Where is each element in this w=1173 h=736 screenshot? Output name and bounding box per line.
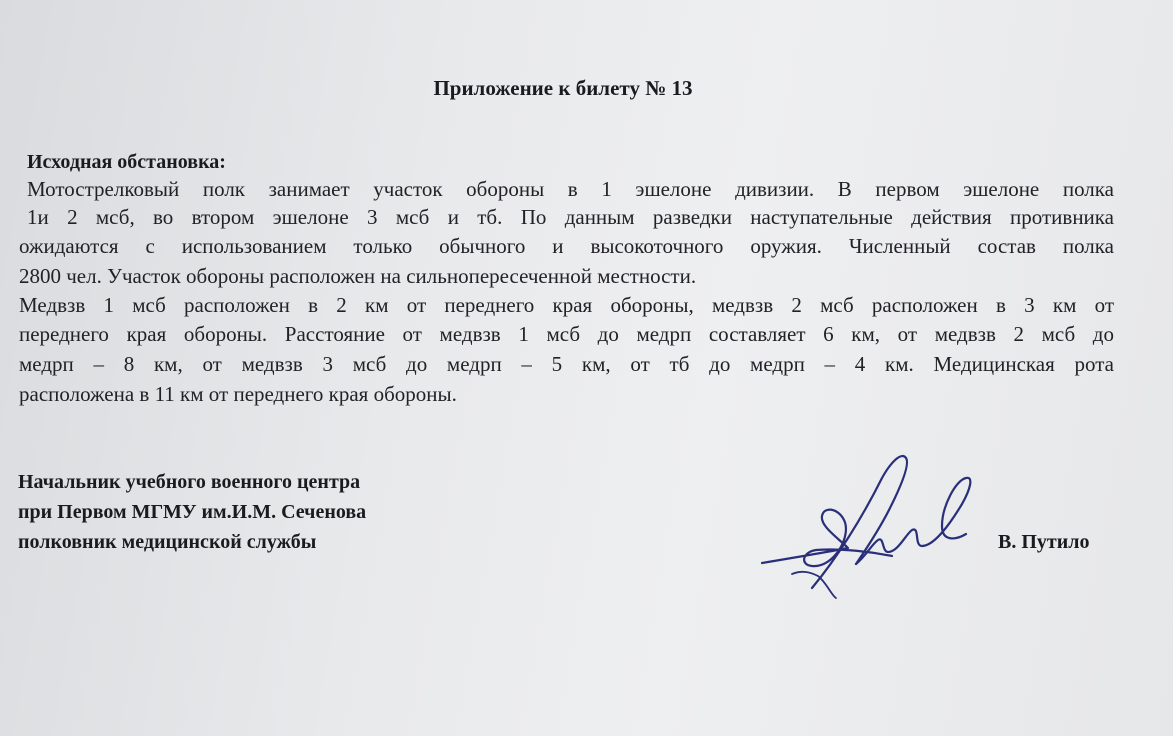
signature-stroke-loop [812, 456, 907, 588]
paragraph-2-line-2: переднего края обороны. Расстояние от медвзв 1 мсб до медрп составляет 6 км, от медвзв 2 мсб до [19, 322, 1114, 346]
paragraph-2-line-4: расположена в 11 км от переднего края обороны. [19, 382, 457, 406]
document-title: Приложение к билету № 13 [433, 76, 693, 100]
handwritten-signature [752, 448, 982, 608]
paragraph-1-line-2: 1и 2 мсб, во втором эшелоне 3 мсб и тб. По данным разведки наступательные действия противника [27, 205, 1114, 229]
section-heading: Исходная обстановка: [27, 151, 226, 173]
signatory-line-1: Начальник учебного военного центра [18, 471, 361, 493]
paragraph-2-line-1: Медвзв 1 мсб расположен в 2 км от переднего края обороны, медвзв 2 мсб расположен в 3 км от [19, 293, 1114, 317]
signatory-line-3: полковник медицинской службы [18, 531, 317, 553]
paragraph-1-line-3: ожидаются с использованием только обычного и высокоточного оружия. Численный состав полка [19, 234, 1114, 258]
paragraph-1-line-1: Мотострелковый полк занимает участок обороны в 1 эшелоне дивизии. В первом эшелоне полка [27, 177, 1114, 201]
paragraph-2-line-3: медрп – 8 км, от медвзв 3 мсб до медрп – 5 км, от тб до медрп – 4 км. Медицинская рота [19, 352, 1114, 376]
paragraph-1-line-4: 2800 чел. Участок обороны расположен на сильнопересеченной местности. [19, 264, 697, 288]
signature-name: В. Путило [998, 531, 1090, 553]
signatory-line-2: при Первом МГМУ им.И.М. Сеченова [18, 501, 367, 523]
signature-stroke-tail [856, 478, 970, 564]
